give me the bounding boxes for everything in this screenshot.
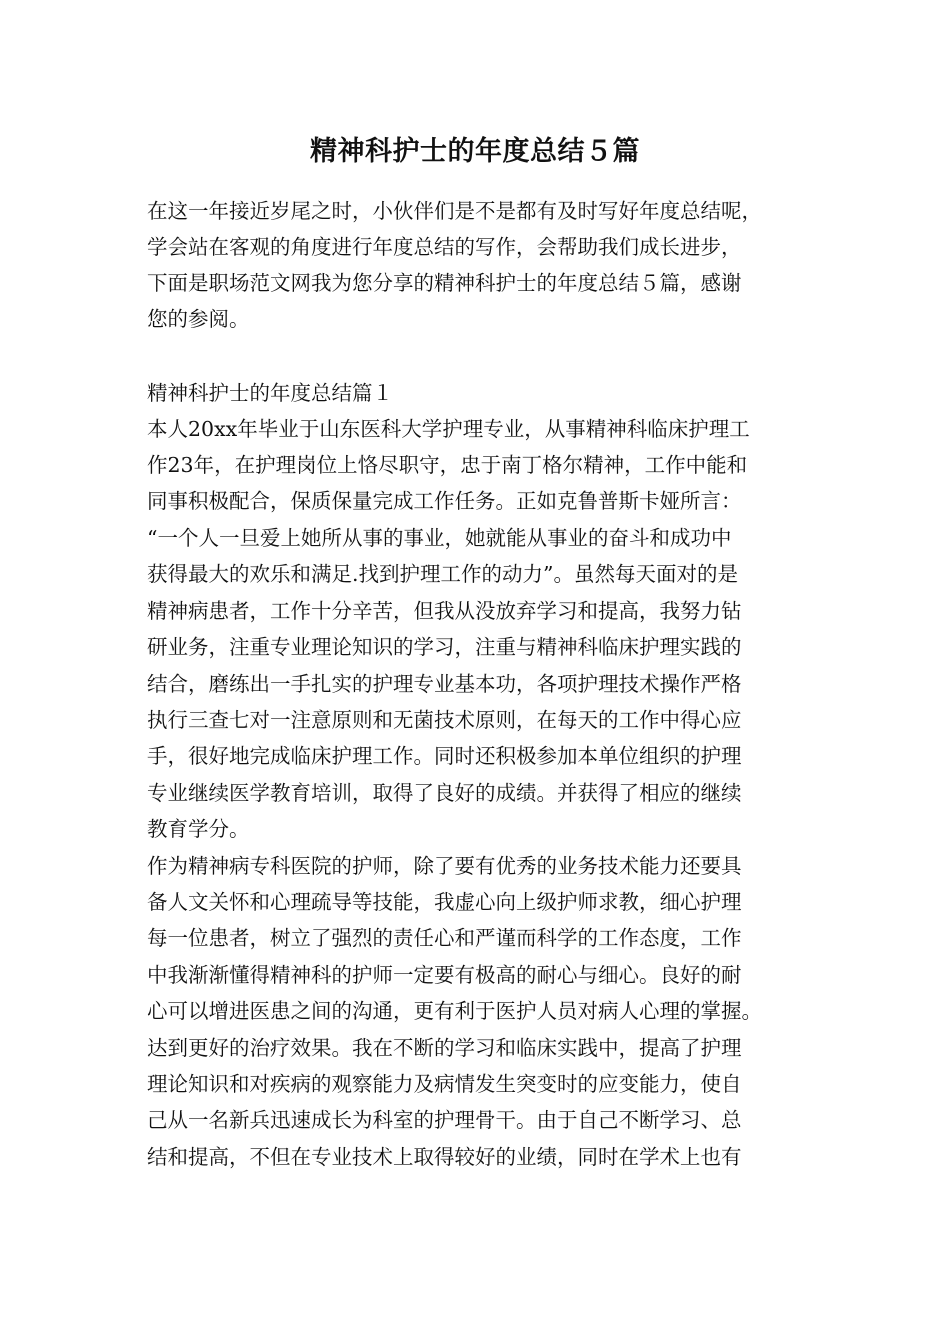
body-line: 获得最大的欢乐和满足.找到护理工作的动力”。虽然每天面对的是 <box>147 562 738 586</box>
body-line: 教育学分。 <box>147 817 250 841</box>
section-heading: 精神科护士的年度总结篇１ <box>147 381 393 405</box>
body-line: 研业务，注重专业理论知识的学习，注重与精神科临床护理实践的 <box>147 635 742 659</box>
intro-line: 在这一年接近岁尾之时，小伙伴们是不是都有及时写好年度总结呢， <box>147 199 762 223</box>
body-line: 结和提高，不但在专业技术上取得较好的业绩，同时在学术上也有 <box>147 1145 742 1169</box>
body-line: 备人文关怀和心理疏导等技能，我虚心向上级护师求教，细心护理 <box>147 890 742 914</box>
intro-line: 学会站在客观的角度进行年度总结的写作，会帮助我们成长进步， <box>147 235 742 259</box>
body-line: 心可以增进医患之间的沟通，更有利于医护人员对病人心理的掌握。 <box>147 999 762 1023</box>
body-line: 专业继续医学教育培训，取得了良好的成绩。并获得了相应的继续 <box>147 781 742 805</box>
body-line: 作23年，在护理岗位上恪尽职守，忠于南丁格尔精神，工作中能和 <box>147 453 748 477</box>
body-line: 理论知识和对疾病的观察能力及病情发生突变时的应变能力，使自 <box>147 1072 742 1096</box>
body-line: 结合，磨练出一手扎实的护理专业基本功，各项护理技术操作严格 <box>147 672 742 696</box>
body-line: 精神病患者，工作十分辛苦，但我从没放弃学习和提高，我努力钻 <box>147 599 742 623</box>
body-line: “一个人一旦爱上她所从事的事业，她就能从事业的奋斗和成功中 <box>147 526 732 550</box>
body-line: 本人20xx年毕业于山东医科大学护理专业，从事精神科临床护理工 <box>147 417 750 441</box>
body-line: 同事积极配合，保质保量完成工作任务。正如克鲁普斯卡娅所言： <box>147 489 742 513</box>
body-line: 每一位患者，树立了强烈的责任心和严谨而科学的工作态度，工作 <box>147 926 742 950</box>
body-line: 作为精神病专科医院的护师，除了要有优秀的业务技术能力还要具 <box>147 854 742 878</box>
document-title: 精神科护士的年度总结５篇 <box>310 136 640 167</box>
body-line: 中我渐渐懂得精神科的护师一定要有极高的耐心与细心。良好的耐 <box>147 963 742 987</box>
body-line: 手，很好地完成临床护理工作。同时还积极参加本单位组织的护理 <box>147 744 742 768</box>
intro-line: 您的参阅。 <box>147 307 250 331</box>
body-line: 己从一名新兵迅速成长为科室的护理骨干。由于自己不断学习、总 <box>147 1108 742 1132</box>
body-line: 达到更好的治疗效果。我在不断的学习和临床实践中，提高了护理 <box>147 1036 742 1060</box>
body-line: 执行三查七对一注意原则和无菌技术原则，在每天的工作中得心应 <box>147 708 742 732</box>
intro-line: 下面是职场范文网我为您分享的精神科护士的年度总结５篇，感谢 <box>147 271 742 295</box>
